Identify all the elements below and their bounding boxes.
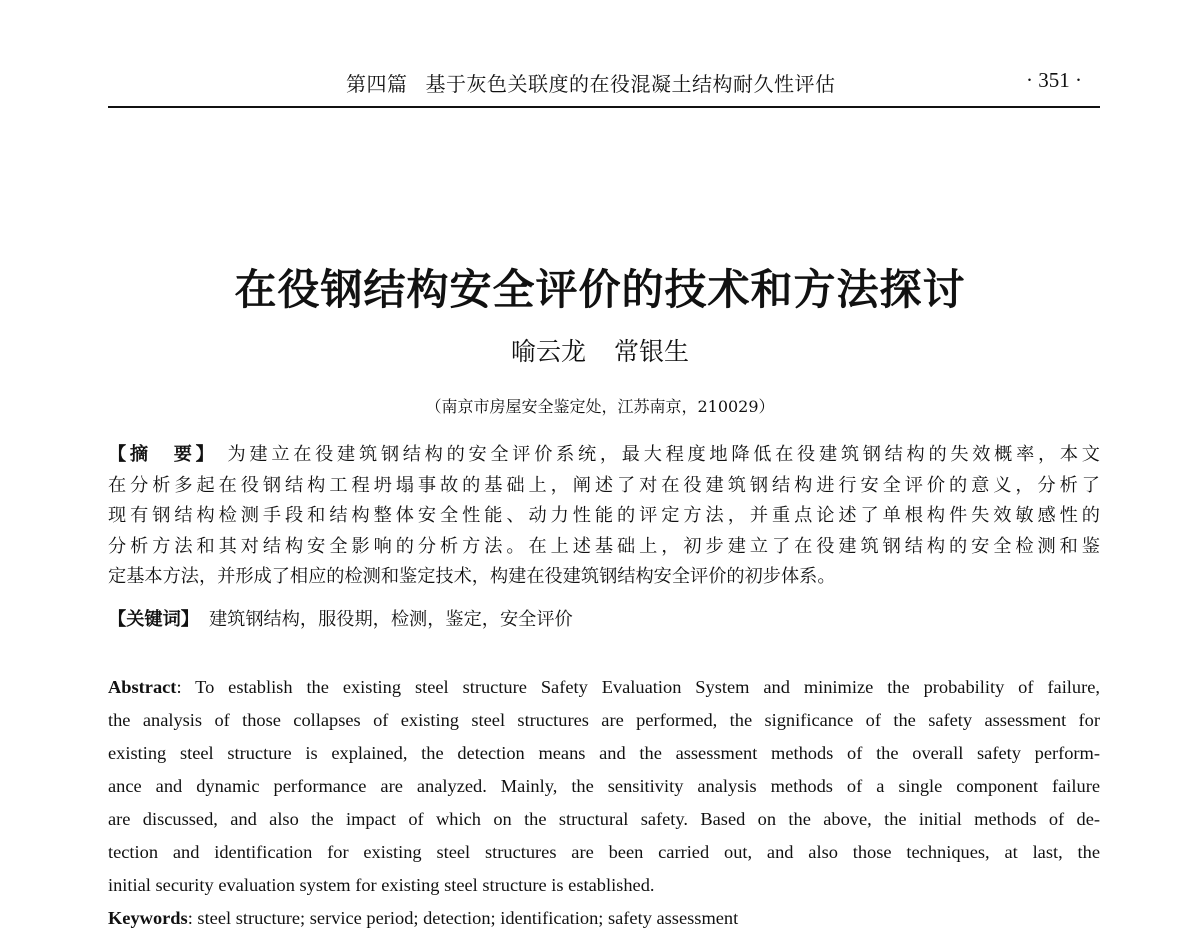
- keywords-english: [108, 902, 1100, 935]
- author-list: [0, 332, 1200, 368]
- keywords-chinese-label: 【关键词】: [108, 609, 199, 630]
- paper-title: 在役钢结构安全评价的技术和方法探讨: [234, 265, 966, 314]
- page-number: · 351 ·: [1026, 68, 1082, 92]
- keywords-english-label: Keywords: [108, 908, 188, 928]
- abstract-english-text: To establish the existing steel structure Safety Evaluation System and minimize the probability of failure,: [195, 677, 1100, 697]
- abstract-chinese-text: 为建立在役建筑钢结构的安全评价系统，最大程度地降低在役建筑钢结构的失效概率，本文: [227, 444, 1100, 465]
- keywords-english-text: steel structure; service period; detection; identification; safety assessment: [197, 908, 739, 928]
- chapter-label: 第四篇: [346, 72, 408, 96]
- author-affiliation: （南京市房屋安全鉴定处，江苏南京，210029）: [425, 397, 775, 416]
- abstract-english-line: existing steel structure is explained, the detection means and the assessment methods of the overall safety perform-: [108, 743, 1100, 763]
- abstract-chinese-line: 定基本方法，并形成了相应的检测和鉴定技术，构建在役建筑钢结构安全评价的初步体系。: [108, 566, 836, 587]
- author-name: 喻云龙: [510, 337, 586, 366]
- abstract-chinese-line: 在分析多起在役钢结构工程坍塌事故的基础上，阐述了对在役建筑钢结构进行安全评价的意义，分析了: [108, 474, 1100, 496]
- abstract-chinese-label: 【摘 要】: [108, 444, 218, 465]
- abstract-english-line: are discussed, and also the impact of which on the structural safety. Based on the above, the initial methods of de-: [108, 809, 1100, 829]
- abstract-chinese: [108, 440, 1100, 593]
- abstract-english-line: tection and identification for existing steel structures are been carried out, and also those techniques, at last, the: [108, 842, 1100, 862]
- abstract-chinese-line: 分析方法和其对结构安全影响的分析方法。在上述基础上，初步建立了在役建筑钢结构的安全检测和鉴: [108, 535, 1100, 557]
- abstract-english-label: Abstract: [108, 677, 177, 697]
- running-header: [108, 66, 1100, 108]
- abstract-chinese-line: [108, 440, 1100, 471]
- abstract-english-separator: :: [176, 677, 196, 697]
- abstract-english-line: [108, 671, 1100, 704]
- abstract-english-line: initial security evaluation system for existing steel structure is established.: [108, 875, 655, 895]
- running-header-title: [346, 68, 836, 97]
- abstract-english-line: ance and dynamic performance are analyzed. Mainly, the sensitivity analysis methods of a single component failure: [108, 776, 1100, 796]
- chapter-title: 基于灰色关联度的在役混凝土结构耐久性评估: [425, 72, 836, 96]
- keywords-chinese-text: 建筑钢结构，服役期，检测，鉴定，安全评价: [208, 609, 573, 630]
- keywords-chinese: [108, 605, 1100, 635]
- keywords-english-separator: :: [187, 908, 198, 928]
- author-name: 常银生: [614, 337, 690, 366]
- abstract-english-line: the analysis of those collapses of existing steel structures are performed, the significance of the safety assessment for: [108, 710, 1100, 730]
- abstract-chinese-line: 现有钢结构检测手段和结构整体安全性能、动力性能的评定方法，并重点论述了单根构件失效敏感性的: [108, 505, 1100, 526]
- abstract-english: [108, 671, 1100, 902]
